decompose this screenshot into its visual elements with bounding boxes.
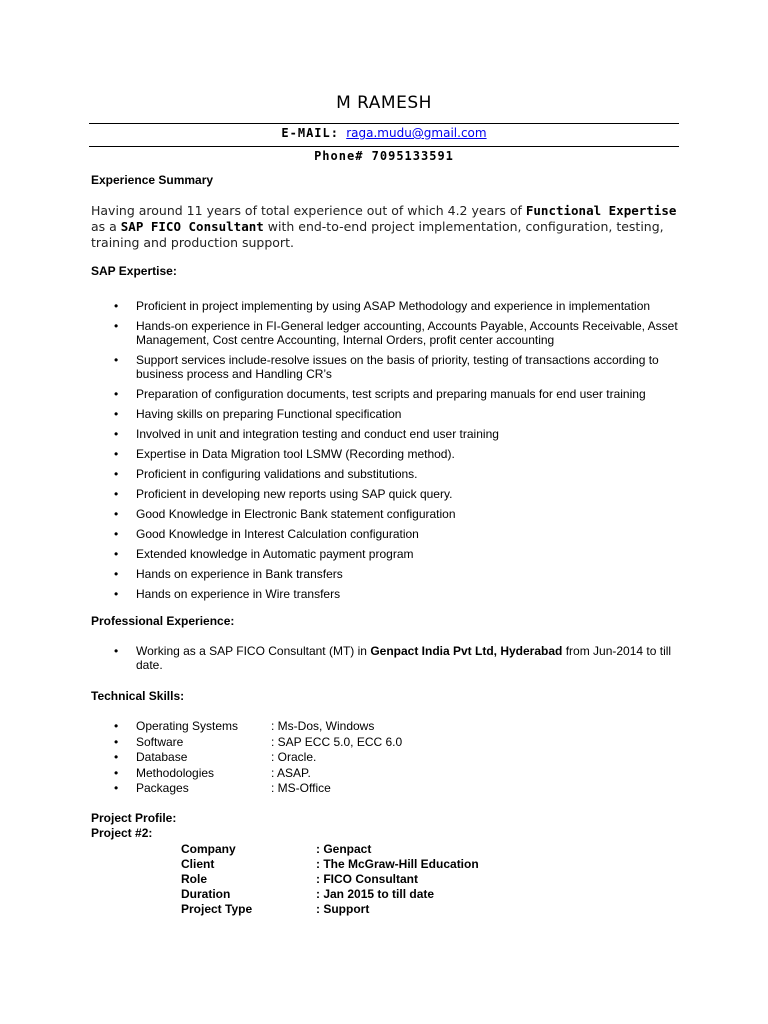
list-item-text: Having skills on preparing Functional specification [136,407,402,421]
bullet-icon: • [114,750,119,765]
bullet-icon: • [114,407,119,421]
bullet-icon: • [114,567,119,581]
technical-skills-list [91,719,691,797]
skill-value: : MS-Office [271,781,331,796]
skill-label: Operating Systems [136,719,239,733]
skill-label: Database [136,750,188,765]
project-field-label: Role [181,872,208,886]
list-item [91,447,691,461]
list-item [91,387,691,401]
summary-bold-part: Functional Expertise [525,203,677,218]
project-row [181,857,479,872]
summary-bold-part: SAP FICO Consultant [120,219,264,234]
experience-summary-heading: Experience Summary [91,173,214,187]
list-item [91,407,691,421]
project-field-value: : Genpact [316,842,372,856]
list-item [91,750,691,764]
list-item-text: Extended knowledge in Automatic payment program [136,547,414,561]
professional-experience-list [91,644,691,672]
bullet-icon: • [114,319,119,333]
bullet-icon: • [114,427,119,441]
project-title: Project #2: [91,826,153,840]
bullet-icon: • [114,299,119,313]
project-details [181,842,479,917]
skill-label: Software [136,734,184,749]
list-item [91,735,691,749]
email-link[interactable]: raga.mudu@gmail.com [346,126,487,140]
list-item [91,467,691,481]
project-row [181,902,479,917]
list-item [91,427,691,441]
bullet-icon: • [114,547,119,561]
email-label: E-MAIL: [281,126,339,140]
list-item-text: Involved in unit and integration testing and conduct end user training [136,427,499,441]
project-field-label: Duration [181,887,231,901]
list-item [91,547,691,561]
list-item-text: Expertise in Data Migration tool LSMW (Recording method). [136,447,455,461]
list-item-text: Hands on experience in Wire transfers [136,587,341,601]
list-item [91,567,691,581]
bullet-icon: • [114,353,119,367]
project-row [181,842,479,857]
list-item-text: Support services include-resolve issues on the basis of priority, testing of transactions according to business process and Handling CR’s [136,353,659,381]
employer-name: Genpact India Pvt Ltd, Hyderabad [370,644,563,658]
skill-value: : Ms-Dos, Windows [271,719,375,733]
project-row [181,887,479,902]
skill-label: Methodologies [136,765,215,780]
list-item-text: Hands on experience in Bank transfers [136,567,343,581]
professional-experience-heading: Professional Experience: [91,614,235,628]
project-profile-heading: Project Profile: [91,811,177,825]
summary-text-part: with end-to-end project implementation, configuration, testing, training and production support. [91,219,664,250]
list-item [91,353,691,381]
summary-text-part: as a [91,219,121,234]
list-item [91,507,691,521]
list-item-text: Hands-on experience in FI-General ledger accounting, Accounts Payable, Accounts Receivable, Asset Management, Cost centre Accounting, Internal Orders, profit center accounting [136,319,678,347]
project-field-label: Company [181,842,236,856]
list-item [91,319,691,347]
phone-number: Phone# 7095133591 [314,149,454,163]
list-item [91,766,691,780]
bullet-icon: • [114,467,119,481]
list-item-text: Proficient in project implementing by using ASAP Methodology and experience in implementation [136,299,651,313]
list-item [91,587,691,601]
skill-value: : SAP ECC 5.0, ECC 6.0 [271,734,403,749]
bullet-icon: • [114,507,119,521]
bullet-icon: • [114,387,119,401]
project-field-label: Client [181,857,215,871]
header-rule-bottom [89,146,679,147]
project-field-value: : Support [316,902,370,916]
list-item [91,644,691,672]
list-item-text: Good Knowledge in Interest Calculation configuration [136,527,419,541]
list-item [91,781,691,795]
list-item-text: Good Knowledge in Electronic Bank statement configuration [136,507,456,521]
summary-text-part: Having around 11 years of total experience out of which 4.2 years of [91,203,526,218]
bullet-icon: • [114,765,119,780]
project-field-value: : The McGraw-Hill Education [316,857,479,871]
header-rule-top [89,123,679,124]
project-field-label: Project Type [181,902,253,916]
list-item [91,487,691,501]
bullet-icon: • [114,719,119,733]
list-item [91,299,691,313]
project-row [181,872,479,887]
sap-expertise-list [91,299,691,607]
skill-value: : Oracle. [271,750,317,765]
bullet-icon: • [114,734,119,749]
experience-text-part: Working as a SAP FICO Consultant (MT) in [136,644,371,658]
bullet-icon: • [114,527,119,541]
project-field-value: : Jan 2015 to till date [316,887,435,901]
skill-label: Packages [136,781,189,796]
list-item-text: Proficient in configuring validations and substitutions. [136,467,418,481]
experience-summary-text [91,203,691,251]
list-item-text: Preparation of configuration documents, test scripts and preparing manuals for end user training [136,387,646,401]
bullet-icon: • [114,447,119,461]
list-item [91,719,691,733]
bullet-icon: • [114,781,119,796]
technical-skills-heading: Technical Skills: [91,689,185,703]
list-item [91,527,691,541]
bullet-icon: • [114,587,119,601]
bullet-icon: • [114,487,119,501]
email-line [0,126,768,140]
list-item-text: Proficient in developing new reports using SAP quick query. [136,487,453,501]
project-field-value: : FICO Consultant [316,872,418,886]
sap-expertise-heading: SAP Expertise: [91,264,177,278]
candidate-name: M RAMESH [336,93,432,113]
skill-value: : ASAP. [271,765,311,780]
experience-text-part: from Jun-2014 to till date. [136,644,672,672]
bullet-icon: • [114,644,119,658]
